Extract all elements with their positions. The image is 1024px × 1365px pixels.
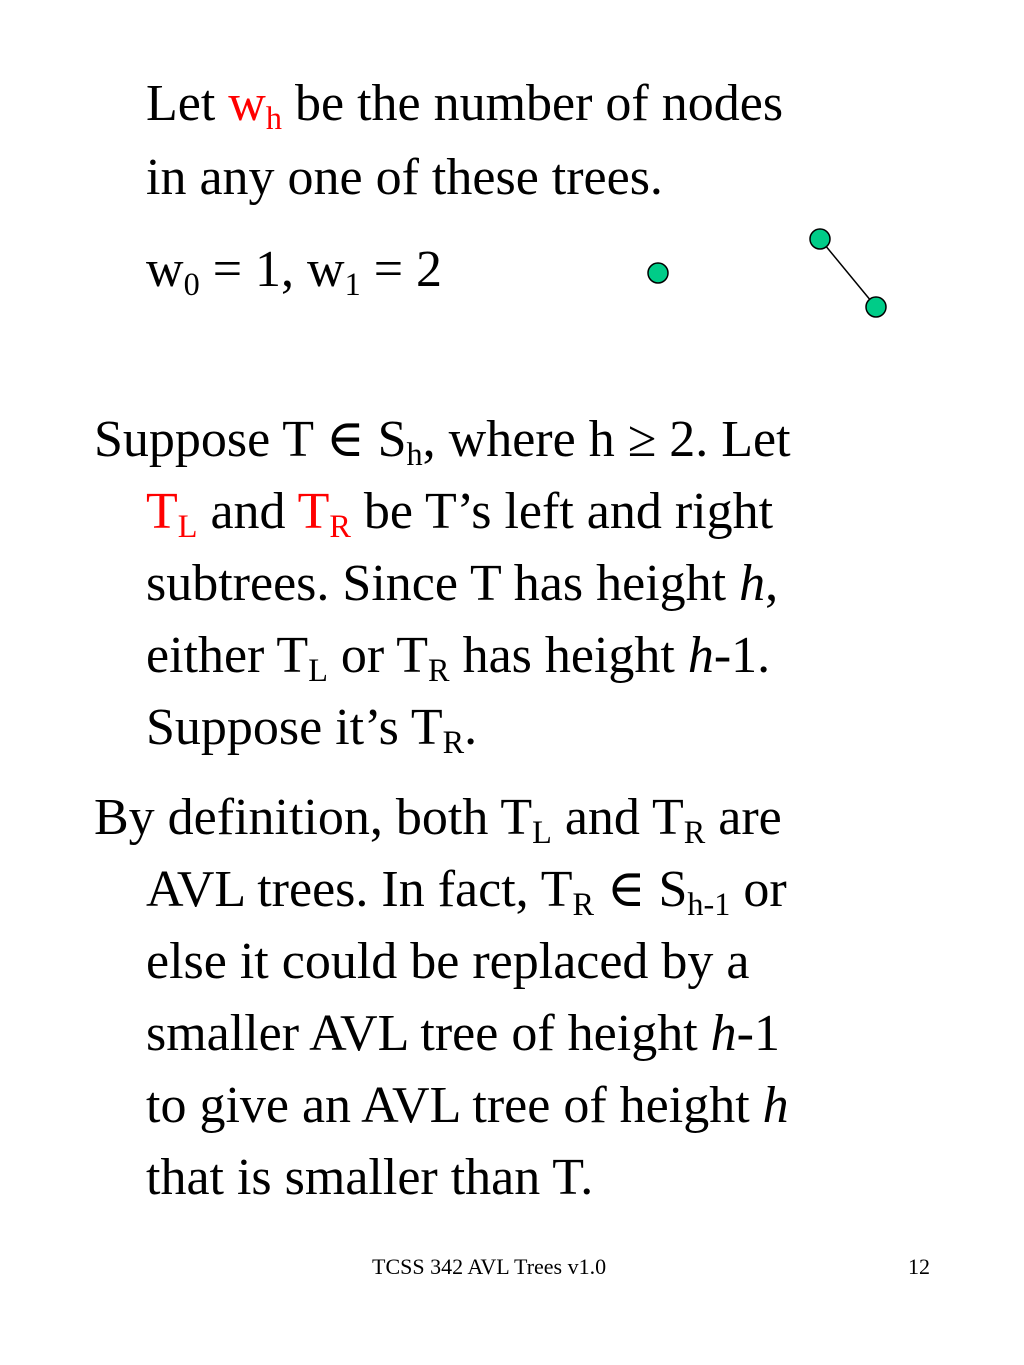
para1-line-3: subtrees. Since T has height h, <box>146 555 779 612</box>
para2-line-5: to give an AVL tree of height h <box>146 1077 789 1134</box>
para1-line-4: either $T_L$ or $T_R$ has height h-1. <box>146 627 771 689</box>
para1-line-2: $T_L$ and $T_R$ be T’s left and right <box>146 483 774 545</box>
text: Let <box>146 75 229 132</box>
para2-line-3: else it could be replaced by a <box>146 933 750 990</box>
para2-line-1: By definition, both $T_L$ and $T_R$ are <box>94 789 782 851</box>
t-right-symbol: $T_R$ <box>297 483 351 545</box>
para2-line-6: that is smaller than T. <box>146 1149 594 1206</box>
para2-line-4: smaller AVL tree of height h-1 <box>146 1005 780 1062</box>
text: be the number of nodes <box>281 75 784 132</box>
tree-height-0 <box>648 263 668 283</box>
w-h-symbol: $w_h$ <box>228 75 282 137</box>
tree-height-1 <box>810 229 886 317</box>
tree-node <box>866 297 886 317</box>
intro-line-1 <box>146 68 783 140</box>
tree-node <box>648 263 668 283</box>
para2-line-2: AVL trees. In fact, $T_R$ ∈ $S_{h-1}$ or <box>146 861 787 923</box>
tree-node <box>810 229 830 249</box>
page-number: 12 <box>908 1254 930 1279</box>
t-left-symbol: $T_L$ <box>146 483 198 545</box>
intro-line-3: $w_0 = 1$, $w_1 = 2$ <box>146 241 443 303</box>
tree-edge <box>820 239 876 307</box>
para1-line-1: Suppose T ∈ $S_h$, where h ≥ 2. Let <box>94 411 791 473</box>
footer-title: TCSS 342 AVL Trees v1.0 <box>372 1254 607 1279</box>
para1-line-5: Suppose it’s $T_R$. <box>146 699 478 761</box>
intro-line-2: in any one of these trees. <box>146 149 663 206</box>
